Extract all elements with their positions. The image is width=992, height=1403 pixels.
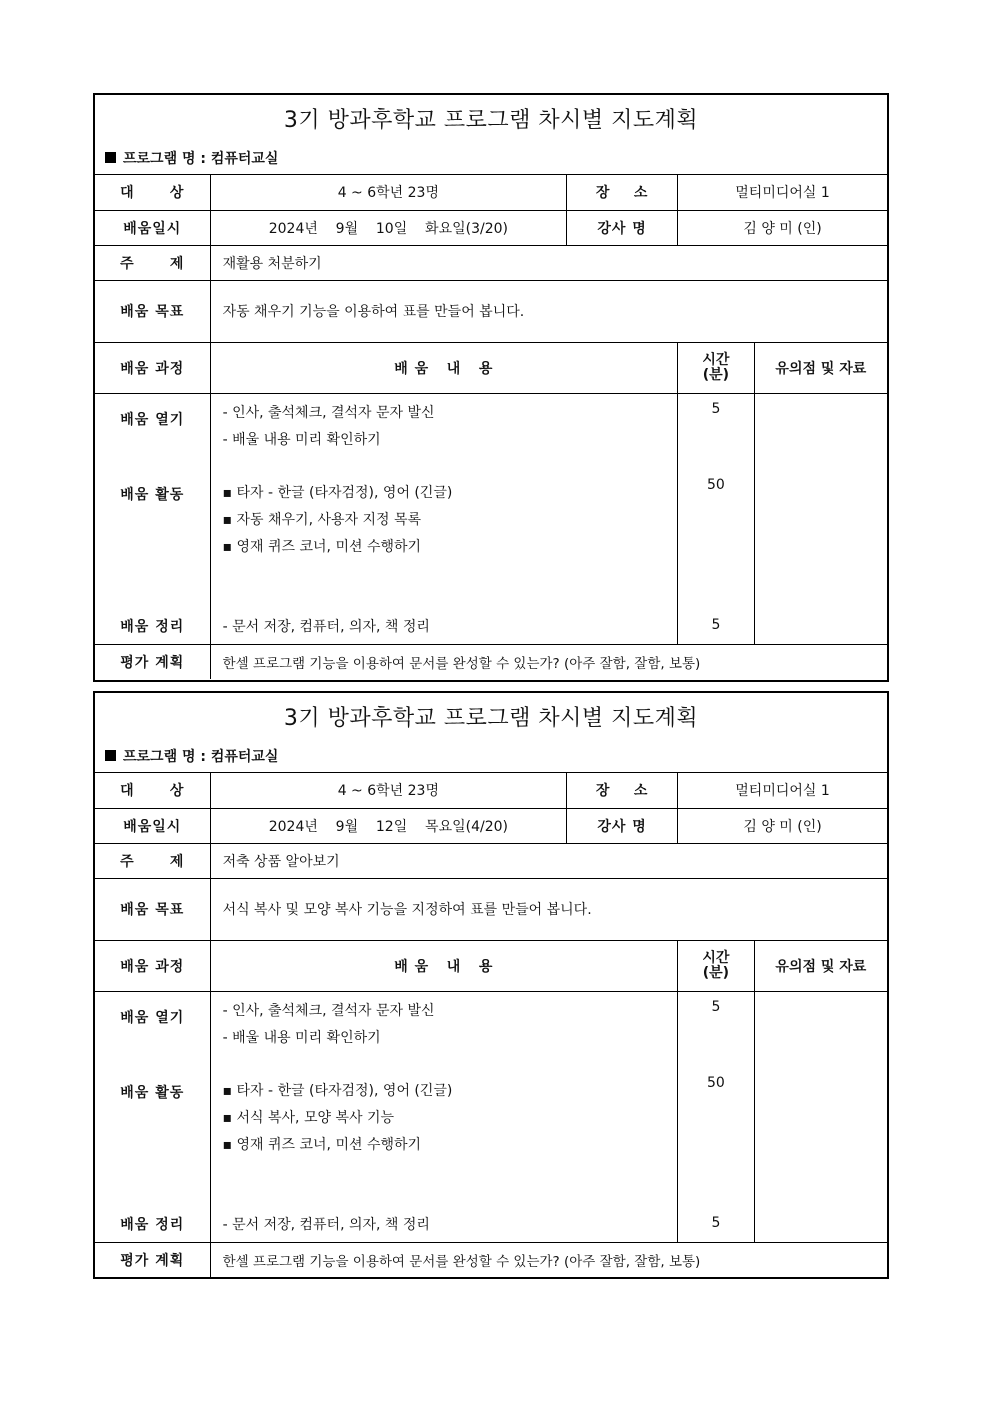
activity-line: ▪ 자동 채우기, 사용자 지정 목록 [222,511,422,528]
time-header: 시간 (분) [678,940,755,991]
time-open: 5 [711,400,721,417]
notes-header: 유의점 및 자료 [754,940,887,991]
date-label: 배움일시 [95,808,210,843]
plan-title: 3기 방과후학교 프로그램 차시별 지도계획 [283,107,699,133]
wrap-line: - 문서 저장, 컴퓨터, 의자, 책 정리 [222,1216,430,1233]
eval-label: 평가 계획 [95,644,210,679]
stage-activity-label: 배움 활동 [120,486,185,503]
program-label: 프로그램 명 : 컴퓨터교실 [123,150,279,167]
time-cell [678,393,755,644]
content-header: 배 움 내 용 [210,342,678,393]
goal-value: 서식 복사 및 모양 복사 기능을 지정하여 표를 만들어 봅니다. [210,878,887,940]
open-line: - 인사, 출석체크, 결석자 문자 발신 [222,1002,435,1019]
activity-line: ▪ 영재 퀴즈 코너, 미션 수행하기 [222,1136,422,1153]
target-value: 4 ~ 6학년 23명 [210,175,567,210]
program-name [95,739,887,773]
plan-title: 3기 방과후학교 프로그램 차시별 지도계획 [283,705,699,731]
date-value: 2024년 9월 10일 화요일(3/20) [210,210,567,245]
date-label: 배움일시 [95,210,210,245]
plan-table [95,175,887,679]
time-activity: 50 [707,1074,725,1091]
process-label: 배움 과정 [95,940,210,991]
eval-value: 한셀 프로그램 기능을 이용하여 문서를 완성할 수 있는가? (아주 잘함, 잘함, 보통) [210,644,887,679]
square-bullet-icon [105,152,116,163]
content-cell [210,991,678,1242]
content-cell [210,393,678,644]
activity-line: ▪ 타자 - 한글 (타자검정), 영어 (긴글) [222,484,453,501]
date-value: 2024년 9월 12일 목요일(4/20) [210,808,567,843]
content-header: 배 움 내 용 [210,940,678,991]
notes-cell [754,393,887,644]
stage-activity-label: 배움 활동 [120,1084,185,1101]
stage-open-label: 배움 열기 [120,1009,185,1026]
activity-line: ▪ 영재 퀴즈 코너, 미션 수행하기 [222,538,422,555]
place-label: 장 소 [567,773,678,808]
topic-value: 재활용 처분하기 [210,245,887,280]
time-open: 5 [711,998,721,1015]
teacher-label: 강사 명 [567,808,678,843]
lesson-plan-1 [93,93,889,682]
eval-value: 한셀 프로그램 기능을 이용하여 문서를 완성할 수 있는가? (아주 잘함, 잘함, 보통) [210,1242,887,1277]
wrap-line: - 문서 저장, 컴퓨터, 의자, 책 정리 [222,618,430,635]
place-value: 멀티미디어실 1 [678,773,887,808]
goal-value: 자동 채우기 기능을 이용하여 표를 만들어 봅니다. [210,280,887,342]
open-line: - 배울 내용 미리 확인하기 [222,1029,381,1046]
process-label: 배움 과정 [95,342,210,393]
lesson-plan-2 [93,691,889,1279]
stage-open-label: 배움 열기 [120,411,185,428]
time-wrap: 5 [711,616,721,633]
activity-line: ▪ 서식 복사, 모양 복사 기능 [222,1109,394,1126]
stage-wrap-label: 배움 정리 [120,1216,185,1233]
stages-cell [95,991,210,1242]
plan-table [95,773,887,1277]
target-label: 대 상 [95,773,210,808]
time-header: 시간 (분) [678,342,755,393]
notes-header: 유의점 및 자료 [754,342,887,393]
place-label: 장 소 [567,175,678,210]
goal-label: 배움 목표 [95,280,210,342]
activity-line: ▪ 타자 - 한글 (타자검정), 영어 (긴글) [222,1082,453,1099]
time-activity: 50 [707,476,725,493]
program-label: 프로그램 명 : 컴퓨터교실 [123,748,279,765]
topic-label: 주 제 [95,245,210,280]
notes-cell [754,991,887,1242]
place-value: 멀티미디어실 1 [678,175,887,210]
program-name [95,141,887,175]
square-bullet-icon [105,750,116,761]
time-cell [678,991,755,1242]
target-value: 4 ~ 6학년 23명 [210,773,567,808]
teacher-value: 김 양 미 (인) [678,210,887,245]
open-line: - 배울 내용 미리 확인하기 [222,431,381,448]
stages-cell [95,393,210,644]
topic-label: 주 제 [95,843,210,878]
target-label: 대 상 [95,175,210,210]
time-wrap: 5 [711,1214,721,1231]
stage-wrap-label: 배움 정리 [120,618,185,635]
eval-label: 평가 계획 [95,1242,210,1277]
goal-label: 배움 목표 [95,878,210,940]
open-line: - 인사, 출석체크, 결석자 문자 발신 [222,404,435,421]
teacher-value: 김 양 미 (인) [678,808,887,843]
teacher-label: 강사 명 [567,210,678,245]
topic-value: 저축 상품 알아보기 [210,843,887,878]
